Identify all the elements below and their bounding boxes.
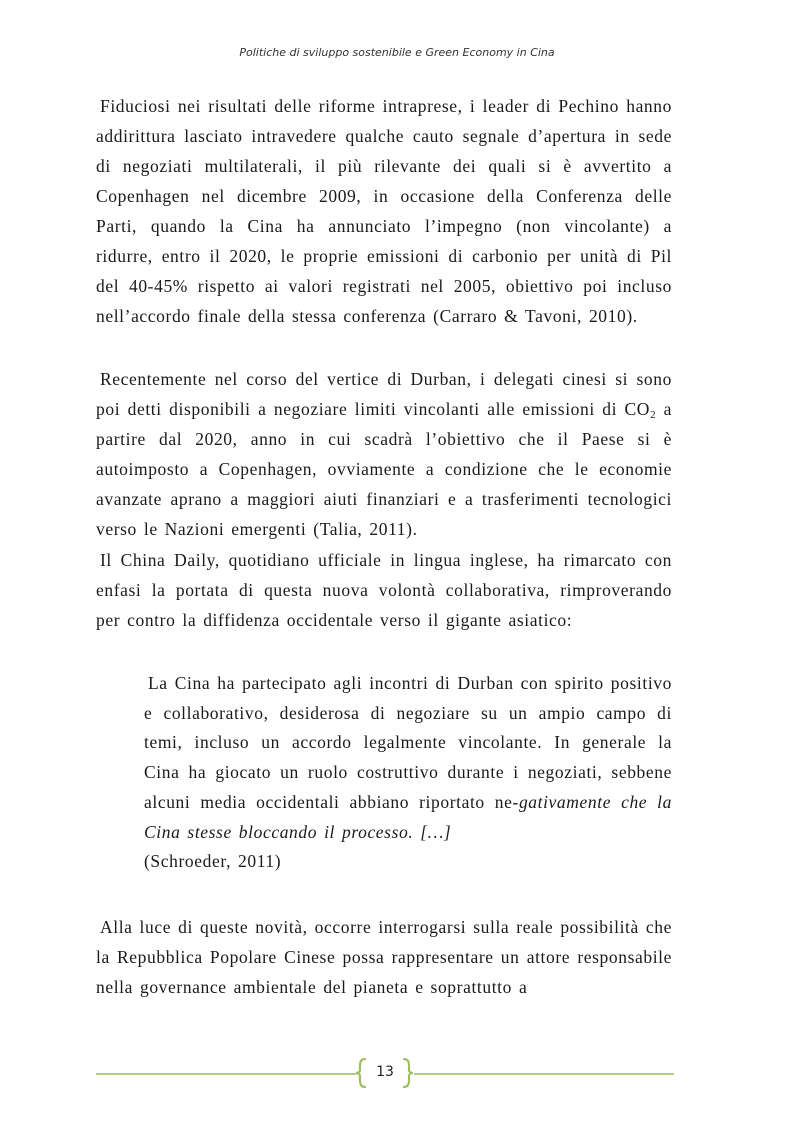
- running-header: Politiche di sviluppo sostenibile e Green Economy in Cina: [239, 46, 555, 59]
- block-quote: [144, 669, 672, 877]
- paragraph-2: [96, 364, 672, 544]
- paragraph-1: [96, 91, 672, 331]
- paragraph-2-text: [96, 364, 672, 544]
- paragraph-2-text-a: Recentemente nel corso del vertice di Durban, i delegati cinesi si sono poi detti disponibili a negoziare limiti vincolanti alle emissioni di CO: [96, 369, 672, 419]
- paragraph-3: [96, 545, 672, 635]
- block-quote-text: La Cina ha partecipato agli incontri di Durban con spirito positivo e collaborativo, desiderosa di negoziare su un ampio campo di temi, incluso un accordo legalmente vincolante. In generale la Cina ha giocato un ruolo costruttivo durante i negoziati, sebbene alcuni media occidentali abbiano riportato ne-gativamente che la Cina stesse bloccando il processo. […] (Schroeder, 2011): [144, 673, 672, 872]
- block-quote-italic: gativamente che la Cina stesse bloccando il processo. […]: [144, 791, 672, 842]
- footer-rule-right: [414, 1073, 674, 1075]
- co2-subscript: 2: [650, 409, 657, 421]
- left-brace-ornament: [355, 1058, 367, 1088]
- paragraph-3-text: Il China Daily, quotidiano ufficiale in lingua inglese, ha rimarcato con enfasi la portata di questa nuova volontà collaborativa, rimproverando per contro la diffidenza occidentale verso il gigante asiatico:: [96, 550, 672, 630]
- paragraph-4-text: Alla luce di queste novità, occorre interrogarsi sulla reale possibilità che la Repubblica Popolare Cinese possa rappresentare un attore responsabile nella governance ambientale del pianeta e soprattutto a: [96, 917, 672, 997]
- paragraph-1-text: Fiduciosi nei risultati delle riforme intraprese, i leader di Pechino hanno addirittura lasciato intravedere qualche cauto segnale d’apertura in sede di negoziati multilaterali, il più rilevante dei quali si è avvertito a Copenhagen nel dicembre 2009, in occasione della Conferenza delle Parti, quando la Cina ha annunciato l’impegno (non vincolante) a ridurre, entro il 2020, le proprie emissioni di carbonio per unità di Pil del 40-45% rispetto ai valori registrati nel 2005, obiettivo poi incluso nell’accordo finale della stessa conferenza (Carraro & Tavoni, 2010).: [96, 96, 672, 326]
- block-quote-main: La Cina ha partecipato agli incontri di Durban con spirito positivo e collaborativo, desiderosa di negoziare su un ampio campo di temi, incluso un accordo legalmente vincolante. In generale la Cina ha giocato un ruolo costruttivo durante i negoziati, sebbene alcuni media occidentali abbiano riportato ne: [144, 673, 672, 812]
- block-quote-citation: (Schroeder, 2011): [144, 851, 282, 872]
- right-brace-ornament: [402, 1058, 414, 1088]
- paragraph-2-text-b: a partire dal 2020, anno in cui scadrà l’obiettivo che il Paese si è autoimposto a Copenhagen, ovviamente a condizione che le economie avanzate aprano a maggiori aiuti finanziari e a trasferimenti tecnologici verso le Nazioni emergenti (Talia, 2011).: [96, 399, 672, 539]
- page-number: 13: [376, 1064, 394, 1080]
- footer-rule-left: [96, 1073, 356, 1075]
- paragraph-4: [96, 912, 672, 1002]
